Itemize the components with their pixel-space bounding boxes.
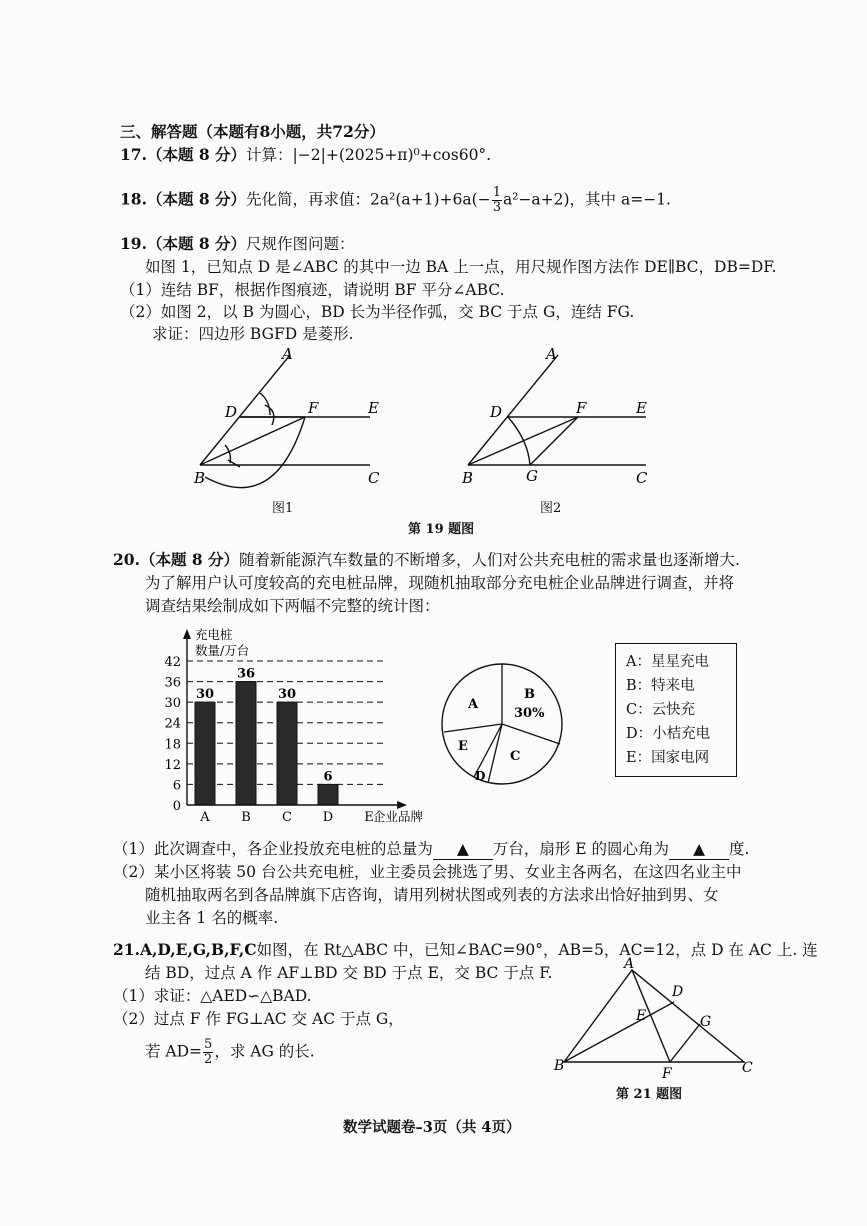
slice-border: [502, 724, 560, 744]
answer-blank[interactable]: ▲: [669, 839, 729, 860]
label-C: C: [742, 1060, 753, 1076]
bar-value-label: 6: [323, 769, 333, 785]
question-text: 如图，在 Rt△ABC 中，已知∠BAC=90°，AB=5，AC=12，点 D 在 AC 上. 连: [256, 941, 818, 959]
label-D: D: [225, 403, 238, 421]
ray-BA: [200, 355, 290, 465]
ray-BA: [468, 355, 558, 465]
question-20-line2: 为了解用户认可度较高的充电桩品牌，现随机抽取部分充电桩企业品牌进行调查，并将: [145, 574, 735, 592]
question-number: 21.: [113, 940, 140, 959]
x-tick-label: B: [241, 810, 251, 825]
pie-slice-B-percent: 30%: [514, 706, 545, 721]
section-title: 三、解答题（本题有8小题，共72分）: [120, 122, 385, 141]
question-20-part2-l3: 业主各 1 名的概率.: [145, 909, 279, 927]
y-tick-label: 18: [164, 737, 181, 753]
label-D: D: [672, 984, 684, 1000]
y-tick-label: 6: [172, 778, 181, 794]
label-E: E: [368, 399, 379, 417]
question-20-part2-l1: （2）某小区将装 50 台公共充电桩，业主委员会挑选了男、女业主各两名，在这四名业主中: [113, 863, 742, 881]
question-points: A,D,E,G,B,F,C: [139, 940, 257, 959]
question-title: 尺规作图问题：: [246, 235, 355, 253]
legend-item: B：特来电: [626, 678, 695, 694]
construction-arc-small-2: [260, 393, 270, 415]
page-footer: 数学试题卷–3页（共 4页）: [343, 1119, 521, 1136]
question-points: （本题 8 分）: [146, 234, 247, 253]
question-21-part2: （2）过点 F 作 FG⊥AC 交 AC 于点 G，: [113, 1010, 404, 1028]
question-20-line1: [113, 550, 740, 570]
y-axis-arrow: [183, 629, 191, 639]
answer-blank[interactable]: ▲: [433, 839, 493, 860]
question-21-part2b: 若 AD= $\frac{5}{2}$ ，求 AG 的长.: [145, 1037, 315, 1067]
segment-FG: [670, 1024, 700, 1062]
figure-19-2: [450, 345, 680, 495]
question-number: 17.: [120, 145, 147, 164]
tick-mark: [228, 460, 240, 467]
question-text: 先化简，再求值：2a²(a+1)+6a(−: [246, 190, 491, 209]
label-G: G: [700, 1014, 712, 1030]
bar-D: [318, 784, 338, 805]
question-20-line3: 调查结果绘制成如下两幅不完整的统计图：: [145, 597, 440, 615]
label-C: C: [368, 469, 380, 487]
pie-chart: [440, 662, 580, 802]
label-F: F: [576, 399, 587, 417]
question-18: [120, 186, 671, 215]
bar-value-label: 36: [236, 666, 256, 682]
fraction: $\frac{5}{2}$: [204, 1037, 213, 1067]
legend-item: C：云快充: [626, 702, 696, 718]
label-B: B: [194, 469, 206, 487]
figure-19-1: [180, 345, 410, 495]
x-axis-arrow: [397, 801, 407, 809]
y-axis-label-2: 数量/万台: [195, 643, 250, 658]
y-axis-label-1: 充电桩: [195, 627, 233, 642]
pie-slice-D: D: [475, 769, 486, 783]
question-19-header: [120, 234, 355, 254]
bar-value-label: 30: [195, 687, 215, 703]
question-21-line1: [113, 940, 818, 960]
question-number: 18.: [120, 189, 147, 209]
construction-arc: [205, 417, 305, 488]
x-axis-label: 企业品牌: [373, 809, 424, 824]
triangle-ABC: [564, 970, 744, 1062]
y-tick-label: 12: [164, 757, 181, 773]
label-F: F: [662, 1066, 672, 1082]
bar-value-label: 30: [277, 687, 297, 703]
question-19-part2b: 求证：四边形 BGFD 是菱形.: [152, 325, 354, 343]
label-D: D: [490, 403, 503, 421]
y-tick-label: 36: [164, 675, 181, 691]
legend-item: A：星星充电: [626, 654, 709, 670]
label-A: A: [624, 956, 635, 972]
question-text-cont: a²−a+2)，其中 a=−1.: [502, 190, 671, 209]
y-tick-label: 30: [164, 696, 181, 712]
question-number: 20.: [113, 550, 140, 569]
y-tick-label: 0: [172, 799, 181, 814]
y-tick-label: 42: [164, 655, 181, 670]
question-points: （本题 8 分）: [146, 145, 247, 164]
chart-legend: [615, 643, 737, 777]
bar-chart: [145, 625, 435, 825]
legend-item: D：小桔充电: [626, 726, 711, 742]
question-19-part1: （1）连结 BF，根据作图痕迹，请说明 BF 平分∠ABC.: [120, 281, 505, 299]
pie-slice-A: A: [468, 697, 479, 712]
figure-2-caption: 图2: [540, 501, 562, 516]
question-number: 19.: [120, 234, 147, 253]
question-points: （本题 8 分）: [146, 189, 247, 209]
question-21-line2: 结 BD，过点 A 作 AF⊥BD 交 BD 于点 E，交 BC 于点 F.: [145, 964, 553, 982]
bar-B: [236, 682, 256, 805]
bar-A: [195, 702, 215, 805]
question-text: 随着新能源汽车数量的不断增多，人们对公共充电桩的需求量也逐渐增大.: [239, 551, 740, 569]
question-17: [120, 145, 491, 165]
pie-slice-B: B: [524, 687, 535, 702]
slice-border: [488, 724, 502, 783]
fraction: $\frac{1}{3}$: [492, 185, 501, 215]
question-20-part2-l2: 随机抽取两名到各品牌旗下店咨询，请用列树状图或列表的方法求出恰好抽到男、女: [145, 886, 719, 904]
question-19-line1: 如图 1，已知点 D 是∠ABC 的其中一边 BA 上一点，用尺规作图方法作 DE∥BC，DB=DF.: [145, 258, 777, 276]
pie-slice-E: E: [458, 739, 468, 754]
pie-slice-C: C: [510, 749, 521, 764]
question-20-part1: （1）此次调查中，各企业投放充电桩的总量为 ▲ 万台，扇形 E 的圆心角为 ▲ 度.: [113, 840, 750, 858]
question-points: （本题 8 分）: [139, 550, 240, 569]
x-tick-label: A: [200, 810, 210, 825]
segment-GF: [530, 417, 578, 465]
y-tick-label: 24: [164, 716, 181, 732]
arc-DG: [508, 417, 530, 465]
label-F: F: [308, 399, 319, 417]
segment-BF: [200, 417, 305, 465]
x-tick-label: E: [364, 810, 374, 825]
label-E: E: [636, 399, 647, 417]
label-C: C: [636, 469, 648, 487]
figure-1-caption: 图1: [272, 501, 294, 516]
figure-21: [552, 956, 772, 1082]
slice-border: [444, 724, 502, 732]
legend-item: E：国家电网: [626, 750, 710, 766]
question-text: 计算：|−2|+(2025+π)⁰+cos60°.: [246, 146, 492, 164]
label-E: E: [636, 1008, 647, 1024]
question-19-part2: （2）如图 2，以 B 为圆心，BD 长为半径作弧，交 BC 于点 G，连结 FG.: [120, 303, 635, 321]
label-B: B: [554, 1058, 565, 1074]
question-21-part1: （1）求证：△AED∽△BAD.: [113, 987, 312, 1005]
figure-19-caption: 第 19 题图: [408, 522, 475, 537]
figure-21-caption: 第 21 题图: [616, 1087, 683, 1102]
label-B: B: [462, 469, 474, 487]
label-A: A: [546, 345, 557, 363]
label-G: G: [526, 467, 538, 485]
label-A: A: [282, 345, 293, 363]
x-tick-label: D: [322, 810, 334, 825]
bar-C: [277, 702, 297, 805]
x-tick-label: C: [282, 810, 292, 825]
